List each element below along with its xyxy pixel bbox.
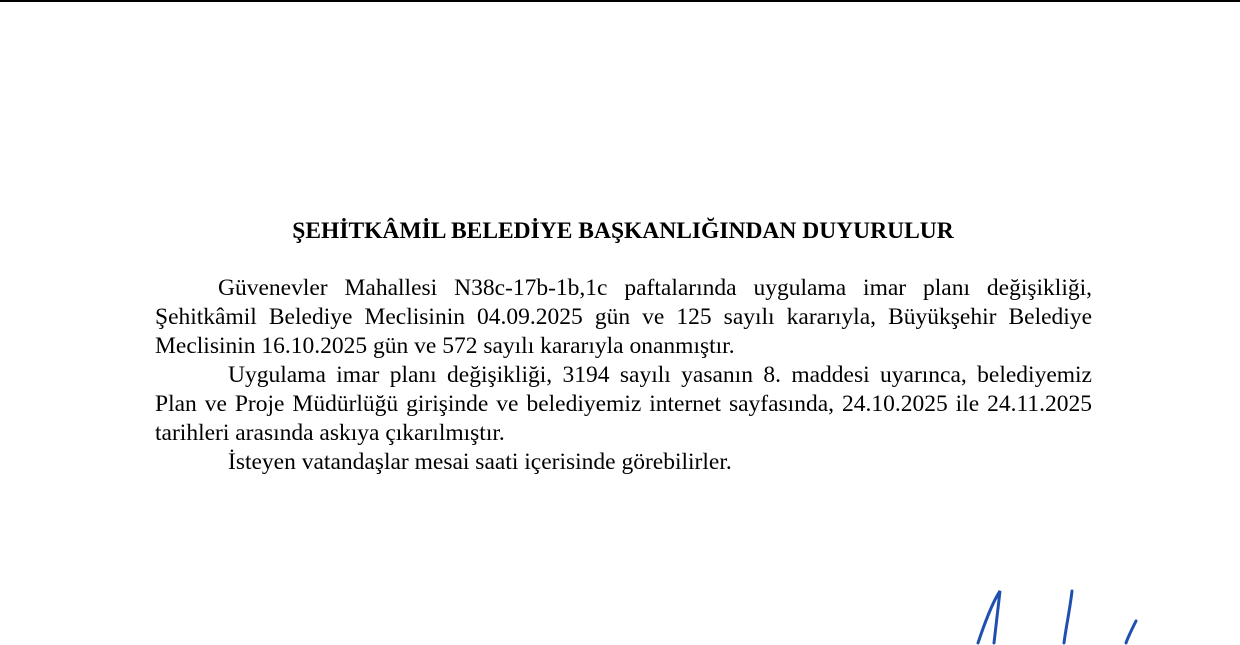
signature-stroke-2 [1064, 591, 1072, 643]
signature-stroke-1 [978, 591, 1000, 643]
paragraph-public-display: Uygulama imar planı değişikliği, 3194 sayılı yasanın 8. maddesi uyarınca, belediyemiz Plan ve Proje Müdürlüğü girişinde ve belediyemiz internet sayfasında, 24.10.2025 ile 24.11.2025 tarihleri arasında askıya çıkarılmıştır. [155, 362, 1092, 446]
handwritten-signature [960, 585, 1140, 645]
document-title: ŞEHİTKÂMİL BELEDİYE BAŞKANLIĞINDAN DUYURULUR [292, 218, 954, 244]
paragraph-citizens-notice: İsteyen vatandaşlar mesai saati içerisinde görebilirler. [228, 449, 732, 475]
signature-stroke-3 [1126, 621, 1136, 643]
page-top-border [0, 0, 1240, 2]
document-body [155, 274, 1092, 477]
paragraph-plan-approval: Güvenevler Mahallesi N38c-17b-1b,1c paftalarında uygulama imar planı değişikliği, Şehitkâmil Belediye Meclisinin 04.09.2025 gün ve 125 sayılı kararıyla, Büyükşehir Belediye Meclisinin 16.10.2025 gün ve 572 sayılı kararıyla onanmıştır. [155, 275, 1092, 359]
